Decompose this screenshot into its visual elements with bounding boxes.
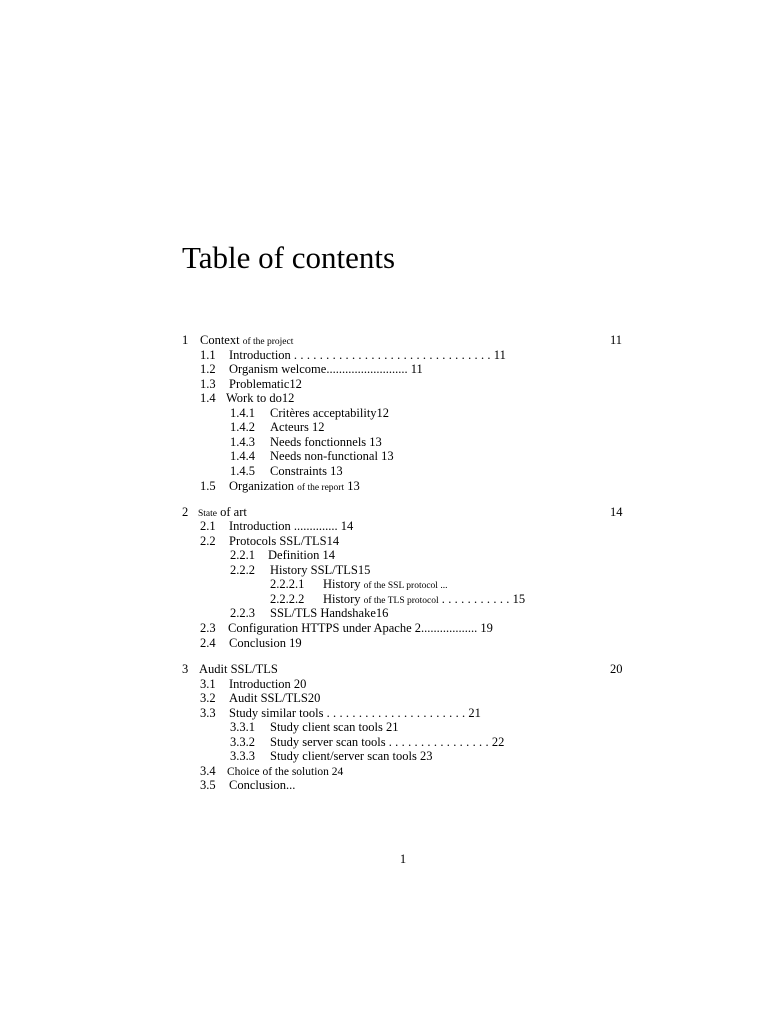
toc-entry-1-3[interactable]: 1.3 Problematic12 <box>200 377 302 391</box>
toc-entry-2-2-3[interactable]: 2.2.3 SSL/TLS Handshake16 <box>230 606 389 620</box>
toc-chapter-1[interactable]: 1 Context of the project <box>182 333 294 347</box>
toc-entry-3-2[interactable]: 3.2 Audit SSL/TLS20 <box>200 691 321 705</box>
toc-entry-3-5[interactable]: 3.5 Conclusion... <box>200 778 296 792</box>
toc-entry-3-3-1[interactable]: 3.3.1 Study client scan tools 21 <box>230 720 399 734</box>
toc-entry-2-4[interactable]: 2.4 Conclusion 19 <box>200 636 302 650</box>
toc-entry-2-2-2-1[interactable]: 2.2.2.1 History of the SSL protocol ... <box>270 577 448 591</box>
toc-entry-3-4[interactable]: 3.4 Choice of the solution 24 <box>200 764 344 778</box>
toc-entry-1-1[interactable]: 1.1 Introduction . . . . . . . . . . . . . . . . . . . . . . . . . . . . . . . 11 <box>200 348 506 362</box>
toc-entry-2-2-1[interactable]: 2.2.1 Definition 14 <box>230 548 336 562</box>
page-title: Table of contents <box>182 240 396 275</box>
toc-entry-2-2[interactable]: 2.2 Protocols SSL/TLS14 <box>200 534 340 548</box>
toc-entry-1-2[interactable]: 1.2 Organism welcome.......................... 11 <box>200 362 423 376</box>
toc-chapter-2[interactable]: 2 State of art <box>182 505 247 519</box>
toc-entry-1-5[interactable]: 1.5 Organization of the report 13 <box>200 479 360 493</box>
toc-chapter-2-page: 14 <box>610 505 623 519</box>
toc-entry-3-3[interactable]: 3.3 Study similar tools . . . . . . . . . . . . . . . . . . . . . . 21 <box>200 706 481 720</box>
toc-chapter-3-page: 20 <box>610 662 623 676</box>
toc-entry-3-3-3[interactable]: 3.3.3 Study client/server scan tools 23 <box>230 749 433 763</box>
toc-entry-2-2-2-2[interactable]: 2.2.2.2 History of the TLS protocol . . . . . . . . . . . 15 <box>270 592 526 606</box>
toc-entry-2-2-2[interactable]: 2.2.2 History SSL/TLS15 <box>230 563 371 577</box>
toc-entry-3-1[interactable]: 3.1 Introduction 20 <box>200 677 307 691</box>
toc-entry-3-3-2[interactable]: 3.3.2 Study server scan tools . . . . . . . . . . . . . . . . 22 <box>230 735 505 749</box>
toc-chapter-1-page: 11 <box>610 333 623 347</box>
toc-entry-1-4-4[interactable]: 1.4.4 Needs non-functional 13 <box>230 449 394 463</box>
toc-entry-1-4[interactable]: 1.4 Work to do12 <box>200 391 295 405</box>
toc-chapter-3[interactable]: 3 Audit SSL/TLS <box>182 662 278 676</box>
toc-entry-1-4-2[interactable]: 1.4.2 Acteurs 12 <box>230 420 325 434</box>
toc-entry-2-3[interactable]: 2.3 Configuration HTTPS under Apache 2.................. 19 <box>200 621 493 635</box>
toc-entry-1-4-5[interactable]: 1.4.5 Constraints 13 <box>230 464 343 478</box>
toc-entry-1-4-3[interactable]: 1.4.3 Needs fonctionnels 13 <box>230 435 382 449</box>
toc-entry-2-1[interactable]: 2.1 Introduction .............. 14 <box>200 519 354 533</box>
toc-entry-1-4-1[interactable]: 1.4.1 Critères acceptability12 <box>230 406 390 420</box>
page-number: 1 <box>399 852 407 866</box>
